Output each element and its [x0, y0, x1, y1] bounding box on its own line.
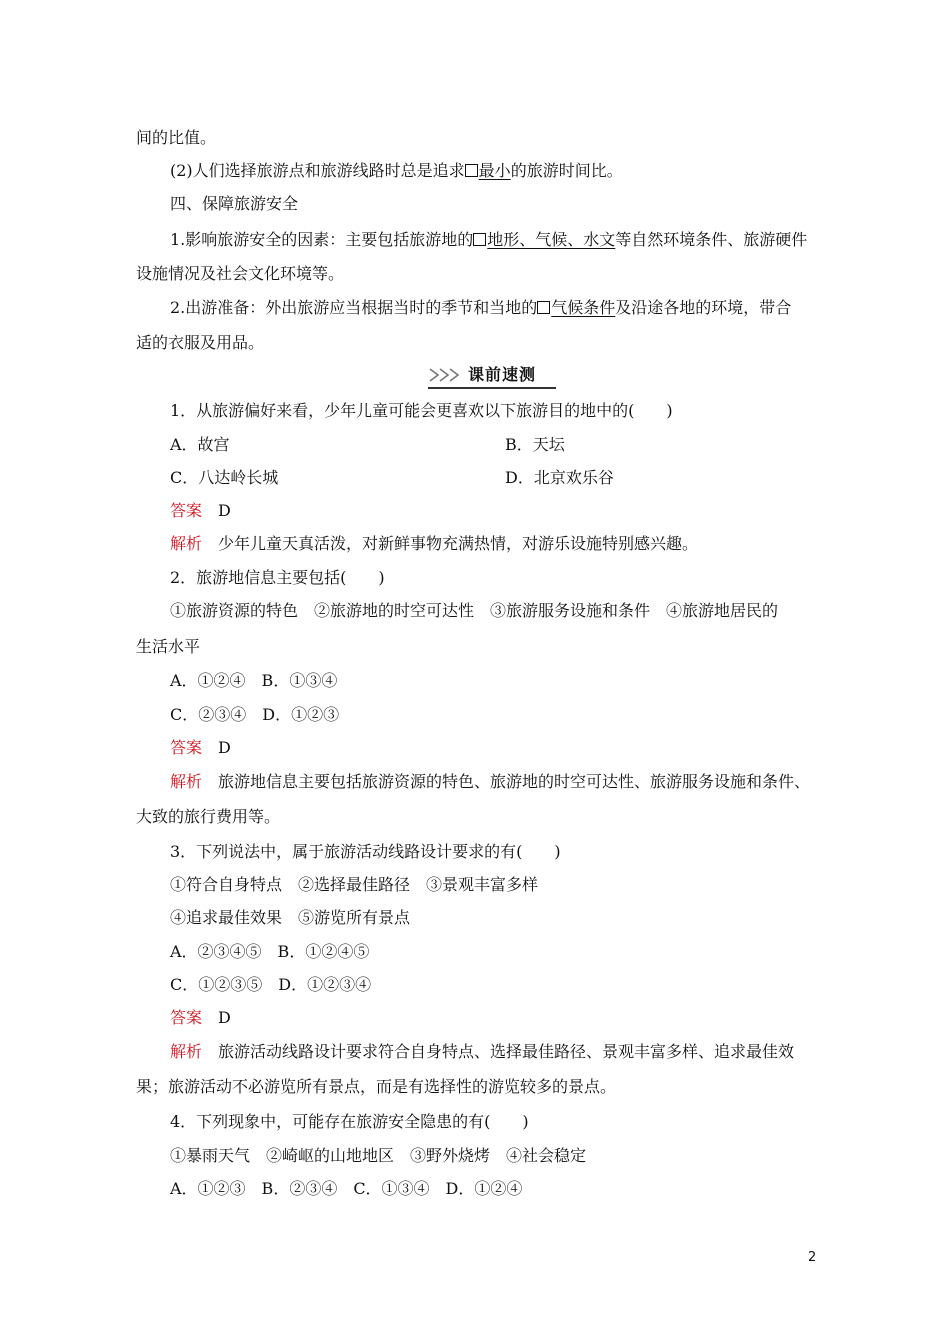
option-c: C．八达岭长城 [170, 468, 279, 487]
answer-line [170, 499, 231, 523]
section-heading [170, 192, 298, 216]
items-line [170, 1144, 586, 1168]
option-row [170, 433, 230, 457]
answer-line [170, 736, 231, 760]
analysis-text: 旅游地信息主要包括旅游资源的特色、旅游地的时空可达性、旅游服务设施和条件、 [218, 772, 811, 791]
text: A．②③④⑤ B．①②④⑤ [170, 942, 370, 961]
page-number: 2 [808, 1250, 817, 1265]
answer-label: 答案 [170, 738, 203, 757]
text: (2)人们选择旅游点和旅游线路时总是追求 [170, 161, 465, 180]
text: 4．下列现象中，可能存在旅游安全隐患的有( ) [170, 1112, 529, 1131]
option-a: A．故宫 [170, 435, 230, 454]
text: 间的比值。 [136, 128, 217, 147]
analysis-line [136, 1075, 616, 1099]
analysis-text: 旅游活动线路设计要求符合自身特点、选择最佳路径、景观丰富多样、追求最佳效 [218, 1042, 795, 1061]
section-banner [428, 363, 556, 389]
text: 3．下列说法中，属于旅游活动线路设计要求的有( ) [170, 842, 561, 861]
analysis-text: 果；旅游活动不必游览所有景点，而是有选择性的游览较多的景点。 [136, 1077, 617, 1096]
analysis-line [170, 1040, 794, 1064]
analysis-label: 解析 [170, 772, 203, 791]
text: ①符合自身特点 ②选择最佳路径 ③景观丰富多样 [170, 875, 539, 894]
text: 设施情况及社会文化环境等。 [136, 264, 345, 283]
text-line [170, 228, 807, 252]
analysis-text: 大致的旅行费用等。 [136, 807, 281, 826]
analysis-line [170, 532, 698, 556]
text: 等自然环境条件、旅游硬件 [615, 230, 808, 249]
text: A．①②③ B．②③④ C．①③④ D．①②④ [170, 1179, 523, 1198]
blank-box-icon [465, 164, 478, 177]
text: 生活水平 [136, 637, 201, 656]
banner-underline [428, 387, 556, 389]
text: ④追求最佳效果 ⑤游览所有景点 [170, 908, 411, 927]
option-row [170, 1177, 522, 1201]
analysis-line [170, 770, 810, 794]
fill-blank-answer [537, 298, 615, 317]
question-stem [170, 1110, 529, 1134]
triple-chevron-icon [428, 363, 464, 387]
text: 的旅游时间比。 [510, 161, 623, 180]
heading-text: 四、保障旅游安全 [170, 194, 299, 213]
text: ①暴雨天气 ②崎岖的山地地区 ③野外烧烤 ④社会稳定 [170, 1146, 587, 1165]
question-stem [170, 399, 673, 423]
items-line [136, 635, 200, 659]
text-line [170, 159, 623, 183]
text: A．①②④ B．①③④ [170, 671, 338, 690]
items-line [170, 599, 778, 623]
analysis-line [136, 805, 280, 829]
text: 2.出游准备：外出旅游应当根据当时的季节和当地的 [170, 298, 538, 317]
text: ①旅游资源的特色 ②旅游地的时空可达性 ③旅游服务设施和条件 ④旅游地居民的 [170, 601, 779, 620]
answer-text: 地形、气候、水文 [487, 230, 616, 249]
question-stem [170, 840, 561, 864]
items-line [170, 873, 538, 897]
text: 1．从旅游偏好来看，少年儿童可能会更喜欢以下旅游目的地中的( ) [170, 401, 673, 420]
text: D．北京欢乐谷 [505, 468, 614, 487]
answer-label: 答案 [170, 1008, 203, 1027]
option-row [170, 466, 278, 490]
text: C．②③④ D．①②③ [170, 705, 340, 724]
question-stem [170, 566, 385, 590]
items-line [170, 906, 410, 930]
answer-text: 气候条件 [551, 298, 616, 317]
answer-label: 答案 [170, 501, 203, 520]
blank-box-icon [537, 301, 550, 314]
fill-blank-answer [473, 230, 615, 249]
blank-box-icon [473, 233, 486, 246]
option-row [170, 669, 337, 693]
text-line [136, 331, 264, 355]
text: C．①②③⑤ D．①②③④ [170, 975, 372, 994]
text: B．天坛 [505, 435, 565, 454]
section-title: 课前速测 [468, 365, 537, 384]
answer-value: D [218, 738, 231, 757]
text: 2．旅游地信息主要包括( ) [170, 568, 385, 587]
option-row [170, 703, 339, 727]
answer-value: D [218, 1008, 231, 1027]
text: 适的衣服及用品。 [136, 333, 265, 352]
text: 1.影响旅游安全的因素：主要包括旅游地的 [170, 230, 474, 249]
text: 及沿途各地的环境，带合 [615, 298, 792, 317]
option-row [170, 940, 369, 964]
option-b [505, 433, 565, 457]
option-d [505, 466, 614, 490]
text-line [136, 126, 216, 150]
text-line [136, 262, 344, 286]
text-line [170, 296, 791, 320]
answer-text: 最小 [478, 161, 511, 180]
analysis-label: 解析 [170, 1042, 203, 1061]
option-row [170, 973, 371, 997]
answer-line [170, 1006, 231, 1030]
fill-blank-answer [465, 161, 511, 180]
answer-value: D [218, 501, 231, 520]
analysis-text: 少年儿童天真活泼，对新鲜事物充满热情，对游乐设施特别感兴趣。 [218, 534, 699, 553]
analysis-label: 解析 [170, 534, 203, 553]
